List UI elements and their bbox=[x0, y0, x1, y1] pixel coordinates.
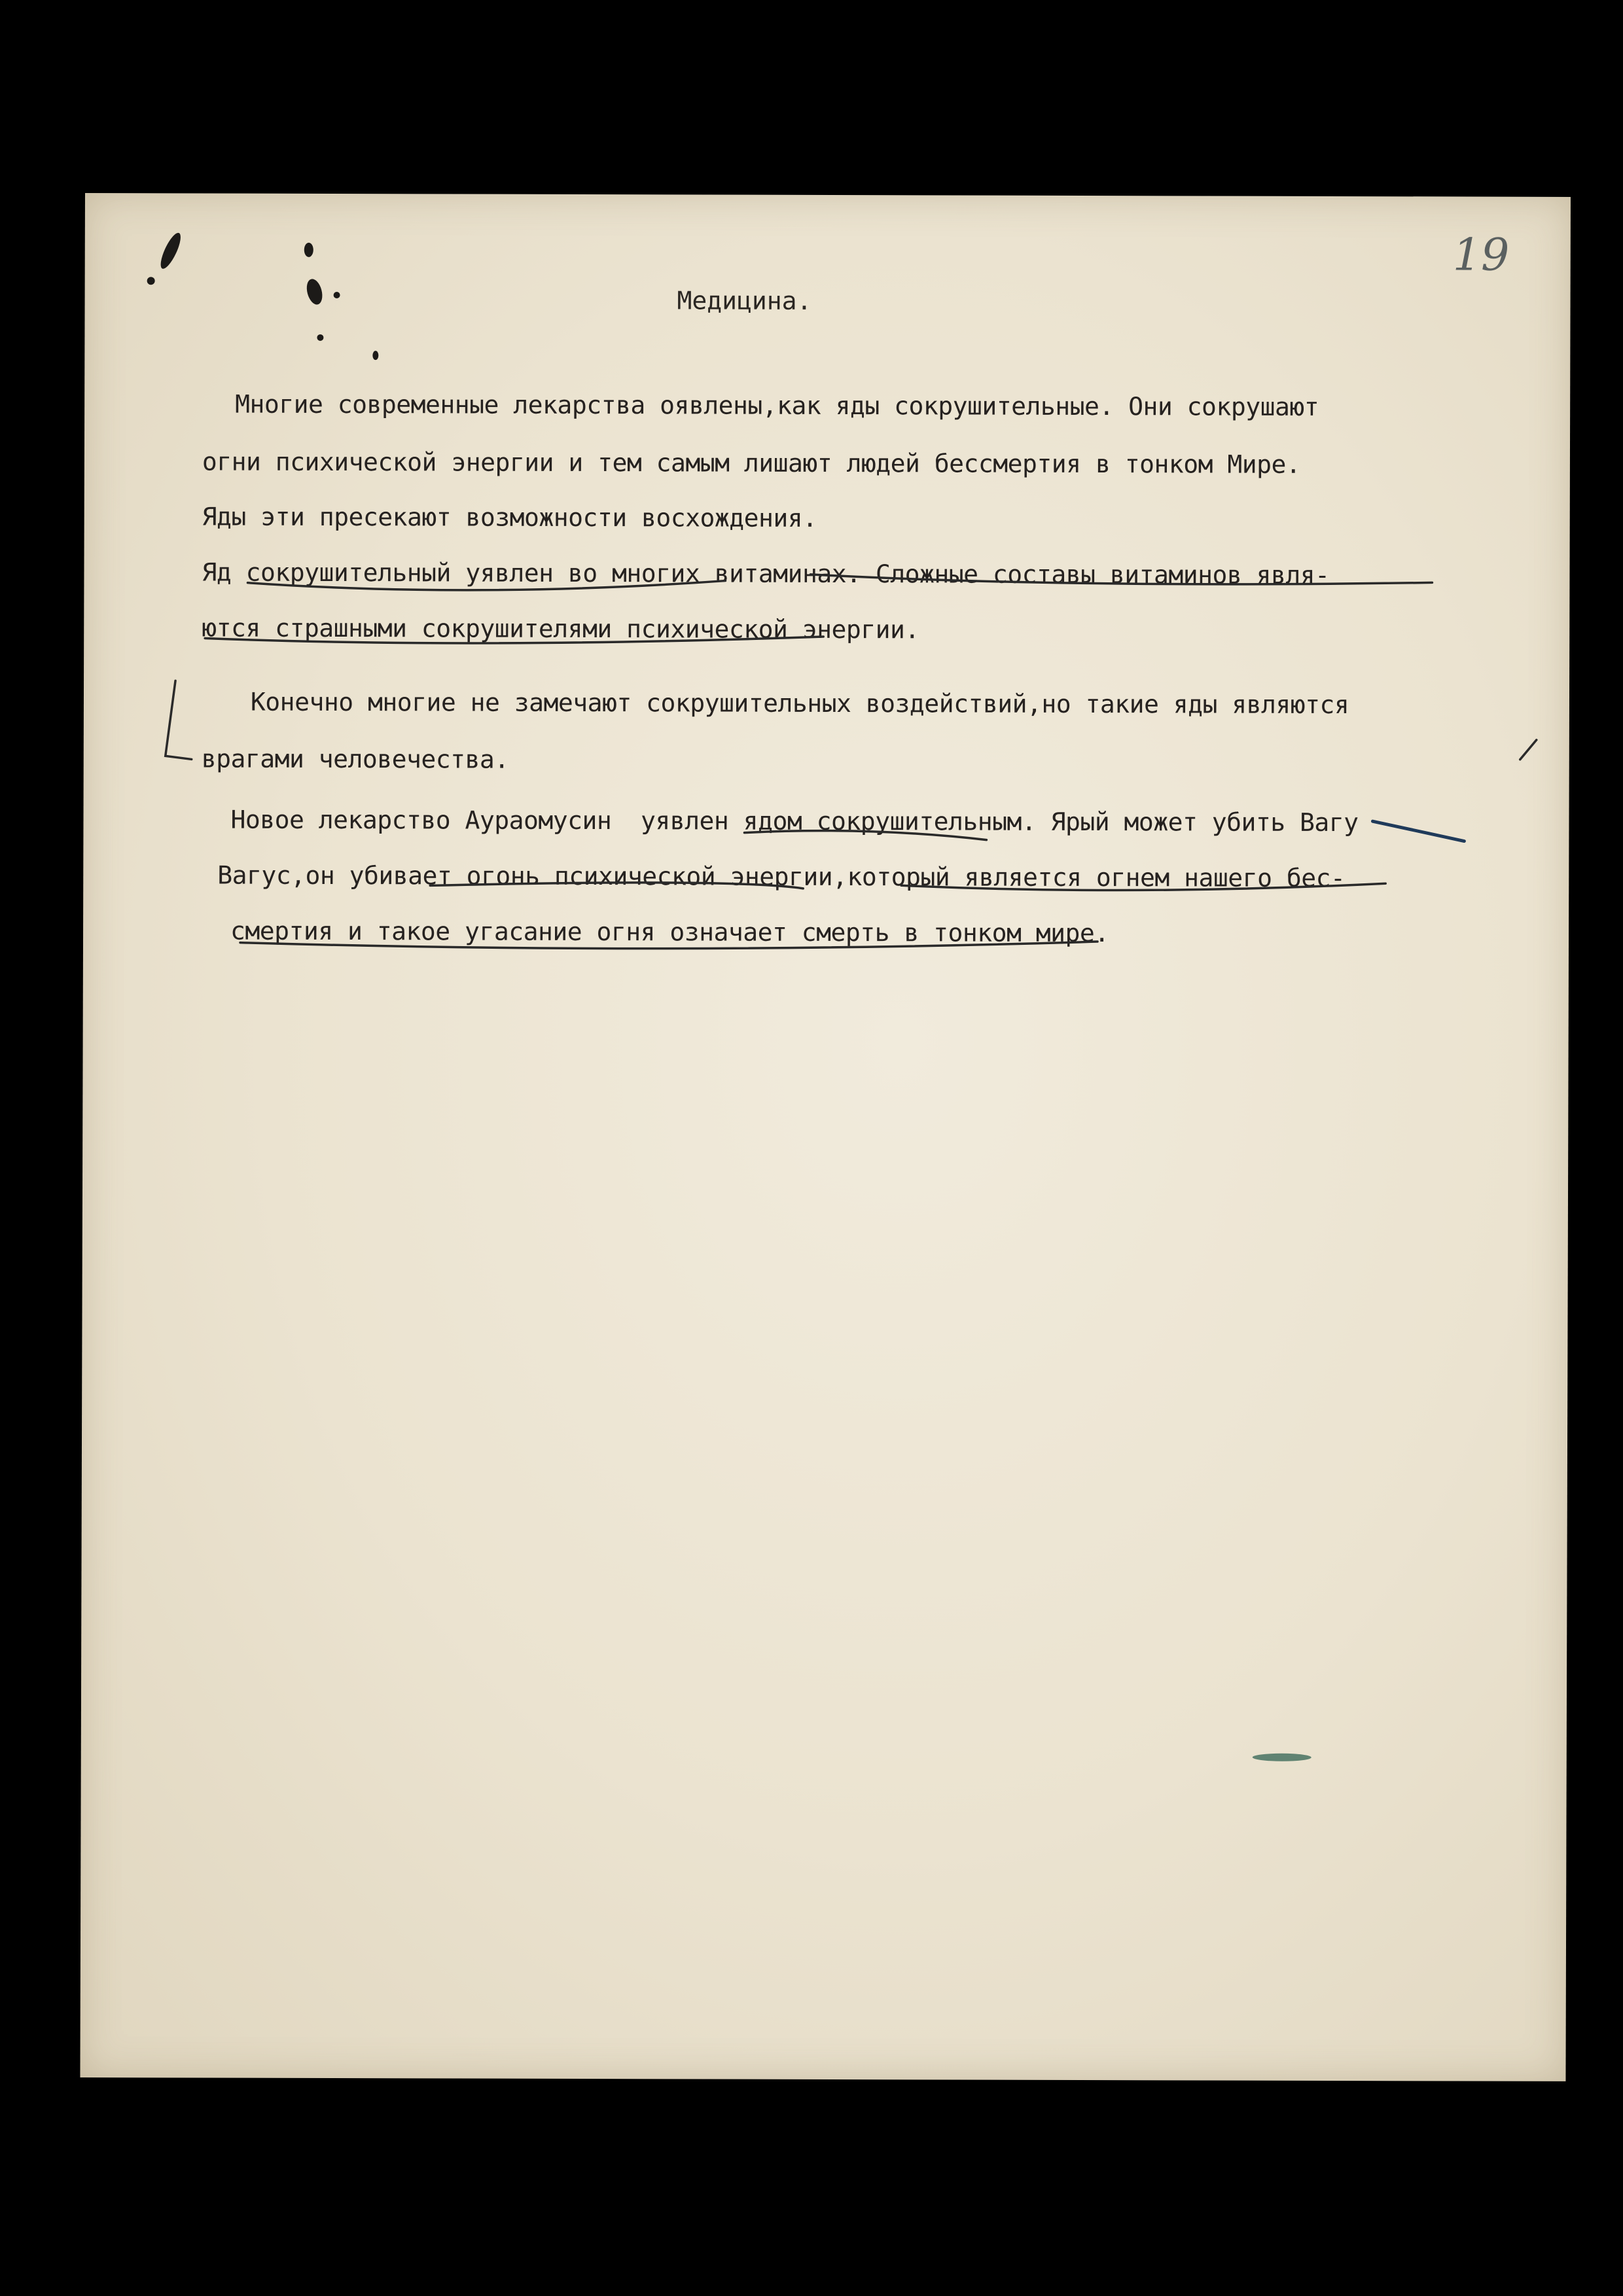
underline-mark bbox=[430, 882, 803, 889]
document-page bbox=[80, 193, 1571, 2081]
underline-mark bbox=[744, 830, 986, 839]
folio-number: 19 bbox=[1452, 229, 1510, 281]
text-line: Вагус,он убивает огонь психической энергии,который является огнем нашего бес- bbox=[217, 860, 1346, 893]
underline-mark bbox=[247, 580, 725, 591]
underline-mark bbox=[810, 574, 1432, 585]
text-line: Конечно многие не замечают сокрушительных воздействий,но такие яды являются bbox=[250, 687, 1349, 720]
underline-mark bbox=[240, 940, 1097, 950]
text-line: смертия и такое угасание огня означает смерть в тонком мире. bbox=[230, 916, 1109, 948]
page-title: Медицина. bbox=[677, 286, 812, 315]
text-line: Многие современные лекарства оявлены,как яды сокрушительные. Они сокрушают bbox=[235, 389, 1319, 421]
pen-annotations bbox=[83, 193, 1571, 1048]
underline-mark bbox=[901, 882, 1385, 891]
strike-mark bbox=[1372, 821, 1464, 841]
margin-mark bbox=[1520, 740, 1537, 760]
text-line: огни психической энергии и тем самым лишают людей бессмертия в тонком Мире. bbox=[202, 447, 1301, 479]
margin-bracket bbox=[166, 680, 192, 759]
text-line: Яды эти пресекают возможности восхождения. bbox=[202, 502, 817, 533]
underline-mark bbox=[205, 635, 823, 644]
ink-stain bbox=[1253, 1754, 1311, 1761]
text-line: Яд сокрушительный уявлен во многих витаминах. Сложные составы витаминов явля- bbox=[202, 557, 1330, 590]
text-line: ются страшными сокрушителями психической энергии. bbox=[202, 613, 919, 645]
text-line: врагами человечества. bbox=[201, 744, 509, 774]
text-line: Новое лекарство Аураомусин уявлен ядом сокрушительным. Ярый может убить Вагу bbox=[230, 805, 1359, 838]
